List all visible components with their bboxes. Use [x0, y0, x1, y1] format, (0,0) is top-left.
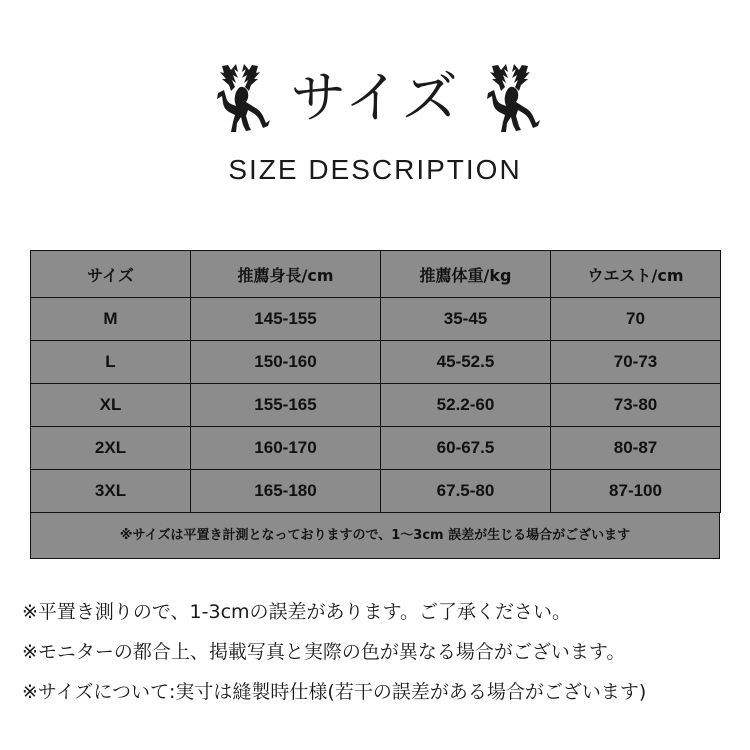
footer-notes — [22, 592, 732, 712]
cell-size: XL — [31, 384, 191, 427]
cell-weight: 60-67.5 — [381, 427, 551, 470]
cell-height: 145-155 — [191, 298, 381, 341]
cell-waist: 70-73 — [551, 341, 721, 384]
cell-waist: 70 — [551, 298, 721, 341]
page-subtitle: SIZE DESCRIPTION — [228, 154, 522, 185]
note-line: ※平置き測りので、1-3cmの誤差があります。ご了承ください。 — [22, 601, 572, 623]
cell-size: L — [31, 341, 191, 384]
cell-weight: 67.5-80 — [381, 470, 551, 513]
title-row — [0, 58, 750, 140]
cell-waist: 73-80 — [551, 384, 721, 427]
cell-height: 155-165 — [191, 384, 381, 427]
column-header-waist: ウエスト/cm — [551, 251, 721, 298]
table-row — [31, 298, 721, 341]
table-row — [31, 427, 721, 470]
note-line: ※モニターの都合上、掲載写真と実際の色が異なる場合がございます。 — [22, 641, 626, 663]
table-header-row — [31, 251, 721, 298]
page-title: サイズ — [290, 66, 460, 131]
cell-weight: 52.2-60 — [381, 384, 551, 427]
column-header-size: サイズ — [31, 251, 191, 298]
table-row — [31, 341, 721, 384]
cell-waist: 87-100 — [551, 470, 721, 513]
deer-icon — [208, 63, 272, 135]
page-header — [0, 0, 750, 186]
cell-size: 2XL — [31, 427, 191, 470]
cell-height: 150-160 — [191, 341, 381, 384]
column-header-weight: 推薦体重/kg — [381, 251, 551, 298]
cell-height: 165-180 — [191, 470, 381, 513]
cell-size: M — [31, 298, 191, 341]
deer-icon — [478, 63, 542, 135]
size-table-wrapper — [30, 250, 720, 559]
cell-weight: 45-52.5 — [381, 341, 551, 384]
size-table — [30, 250, 721, 513]
table-row — [31, 470, 721, 513]
cell-size: 3XL — [31, 470, 191, 513]
cell-height: 160-170 — [191, 427, 381, 470]
note-line: ※サイズについて:実寸は縫製時仕様(若干の誤差がある場合がございます) — [22, 681, 647, 703]
table-row — [31, 384, 721, 427]
column-header-height: 推薦身長/cm — [191, 251, 381, 298]
cell-waist: 80-87 — [551, 427, 721, 470]
cell-weight: 35-45 — [381, 298, 551, 341]
table-footnote: ※サイズは平置き計測となっておりますので、1～3cm 誤差が生じる場合がございます — [30, 513, 720, 559]
